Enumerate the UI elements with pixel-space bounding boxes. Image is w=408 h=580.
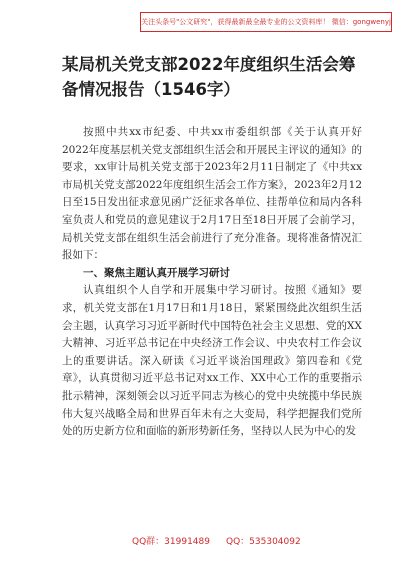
- promo-banner: 关注头条号"公文研究"，获得最新最全最专业的公文资料库！ 微信：gongwenyj: [140, 12, 392, 32]
- section-heading: 一、聚焦主题认真开展学习研讨: [83, 266, 230, 279]
- document-body: [62, 124, 362, 441]
- footer-qq-contact: QQ：535304092: [226, 537, 301, 547]
- document-title: 某局机关党支部2022年度组织生活会筹备情况报告（1546字）: [62, 55, 356, 99]
- section-paragraph: 认真组织个人自学和开展集中学习研讨。按照《通知》要求，机关党支部在1月17日和1月18日，紧紧围绕此次组织生活会主题，认真学习习近平新时代中国特色社会主义思想、党的XX大精神、习近平总书记在中央经济工作会议、中央农村工作会议上的重要讲话。深入研读《习近平谈治国理政》第四卷和《党章》，认真贯彻习近平总书记对xx工作、XX中心工作的重要指示批示精神，深刻领会以习近平同志为核心的党中央统揽中华民族伟大复兴战略全局和世界百年未有之大变局，科学把握我们党所处的历史新方位和面临的新形势新任务，坚持以人民为中心的发: [62, 284, 362, 438]
- footer-qq-group: QQ群：31991489: [132, 537, 210, 547]
- intro-paragraph: 按照中共xx市纪委、中共xx市委组织部《关于认真开好2022年度基层机关党支部组织生活会和开展民主评议的通知》的要求，xx审计局机关党支部于2023年2月11日制定了《中共xx市局机关党支部2022年度组织生活会工作方案》，2023年2月12日至15日发出征求意见函广泛征求各单位、挂帮单位和局内各科室负责人和党员的意见建议于2月17日至18日开展了会前学习，局机关党支部在组织生活会前进行了充分准备。现将准备情况汇报如下：: [62, 126, 362, 262]
- footer: [0, 534, 408, 550]
